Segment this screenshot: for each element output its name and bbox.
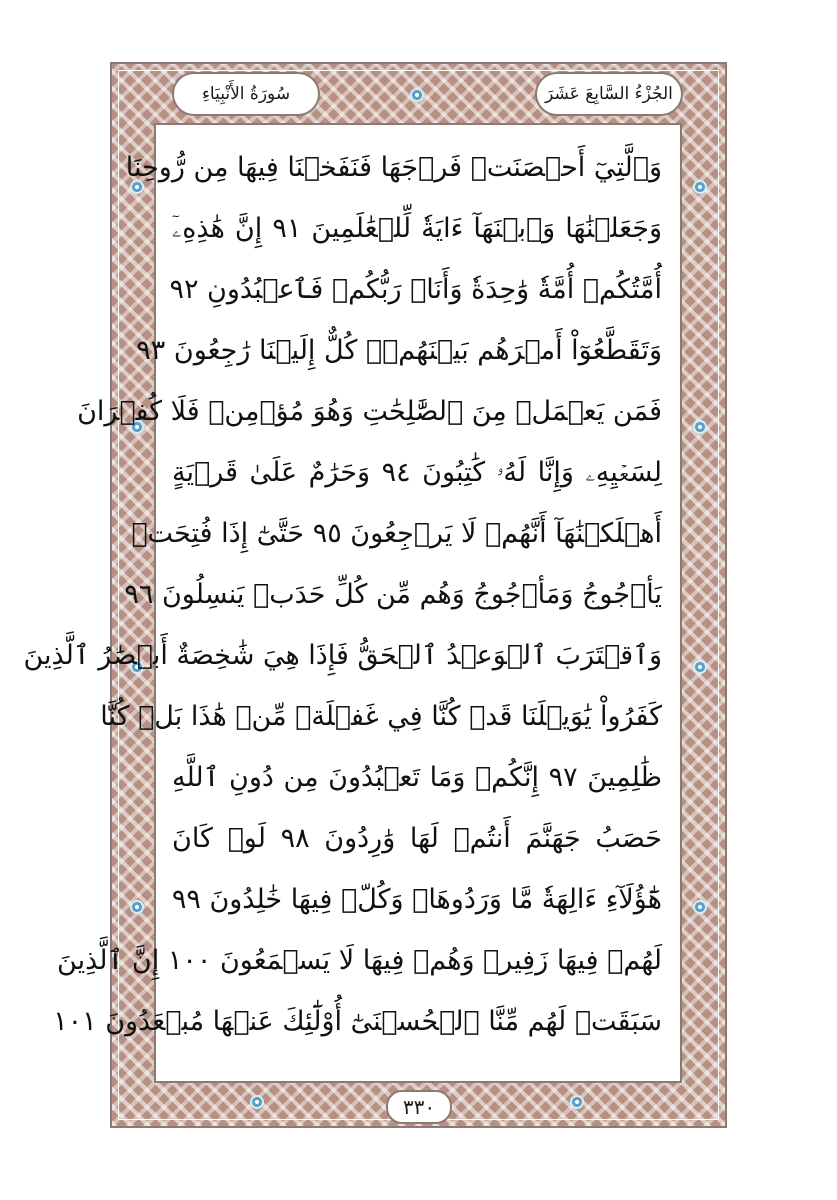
rosette-ornament-icon	[130, 900, 144, 914]
verse-line: أَهۡلَكۡنَٰهَآ أَنَّهُمۡ لَا يَرۡجِعُونَ ٩٥ حَتَّىٰٓ إِذَا فُتِحَتۡ	[131, 518, 662, 549]
juz-title: الجُزْءُ السَّابِعَ عَشَرَ	[535, 72, 683, 116]
verse-line: أُمَّتُكُمۡ أُمَّةٗ وَٰحِدَةٗ وَأَنَا۠ رَبُّكُمۡ فَٱعۡبُدُونِ ٩٢	[169, 274, 662, 305]
verse-line: حَصَبُ جَهَنَّمَ أَنتُمۡ لَهَا وَٰرِدُونَ ٩٨ لَوۡ كَانَ	[172, 823, 662, 854]
verse-line: هَٰٓؤُلَآءِ ءَالِهَةٗ مَّا وَرَدُوهَاۖ وَكُلّٞ فِيهَا خَٰلِدُونَ ٩٩	[171, 884, 662, 915]
rosette-ornament-icon	[693, 180, 707, 194]
verse-line: يَأۡجُوجُ وَمَأۡجُوجُ وَهُم مِّن كُلِّ حَدَبٖ يَنسِلُونَ ٩٦	[124, 579, 662, 610]
verse-line: وَجَعَلۡنَٰهَا وَٱبۡنَهَآ ءَايَةٗ لِّلۡعَٰلَمِينَ ٩١ إِنَّ هَٰذِهِۦٓ	[172, 213, 663, 244]
verse-line: لِسَعۡيِهِۦ وَإِنَّا لَهُۥ كَٰتِبُونَ ٩٤ وَحَرَٰمٌ عَلَىٰ قَرۡيَةٍ	[172, 457, 662, 488]
verse-line: لَهُمۡ فِيهَا زَفِيرٞ وَهُمۡ فِيهَا لَا يَسۡمَعُونَ ١٠٠ إِنَّ ٱلَّذِينَ	[57, 945, 662, 976]
rosette-ornament-icon	[693, 900, 707, 914]
page-number: ٣٣٠	[386, 1090, 452, 1124]
verse-line: ظَٰلِمِينَ ٩٧ إِنَّكُمۡ وَمَا تَعۡبُدُونَ مِن دُونِ ٱللَّهِ	[172, 762, 662, 793]
verse-line: سَبَقَتۡ لَهُم مِّنَّا ٱلۡحُسۡنَىٰٓ أُوْلَٰٓئِكَ عَنۡهَا مُبۡعَدُونَ ١٠١	[53, 1006, 662, 1037]
rosette-ornament-icon	[570, 1095, 584, 1109]
rosette-ornament-icon	[693, 660, 707, 674]
verse-line: وَتَقَطَّعُوٓاْ أَمۡرَهُم بَيۡنَهُمۡۖ كُلٌّ إِلَيۡنَا رَٰجِعُونَ ٩٣	[136, 335, 662, 366]
rosette-ornament-icon	[410, 88, 424, 102]
verse-line: فَمَن يَعۡمَلۡ مِنَ ٱلصَّٰلِحَٰتِ وَهُوَ مُؤۡمِنٞ فَلَا كُفۡرَانَ	[77, 396, 662, 427]
verse-line: وَٱلَّتِيٓ أَحۡصَنَتۡ فَرۡجَهَا فَنَفَخۡنَا فِيهَا مِن رُّوحِنَا	[125, 152, 662, 183]
rosette-ornament-icon	[693, 420, 707, 434]
surah-title: سُورَةُ الأَنْبِيَاءِ	[172, 72, 320, 116]
verse-line: وَٱقۡتَرَبَ ٱلۡوَعۡدُ ٱلۡحَقُّ فَإِذَا هِيَ شَٰخِصَةٌ أَبۡصَٰرُ ٱلَّذِينَ	[23, 640, 662, 671]
verse-line: كَفَرُواْ يَٰوَيۡلَنَا قَدۡ كُنَّا فِي غَفۡلَةٖ مِّنۡ هَٰذَا بَلۡ كُنَّا	[100, 701, 662, 732]
rosette-ornament-icon	[250, 1095, 264, 1109]
